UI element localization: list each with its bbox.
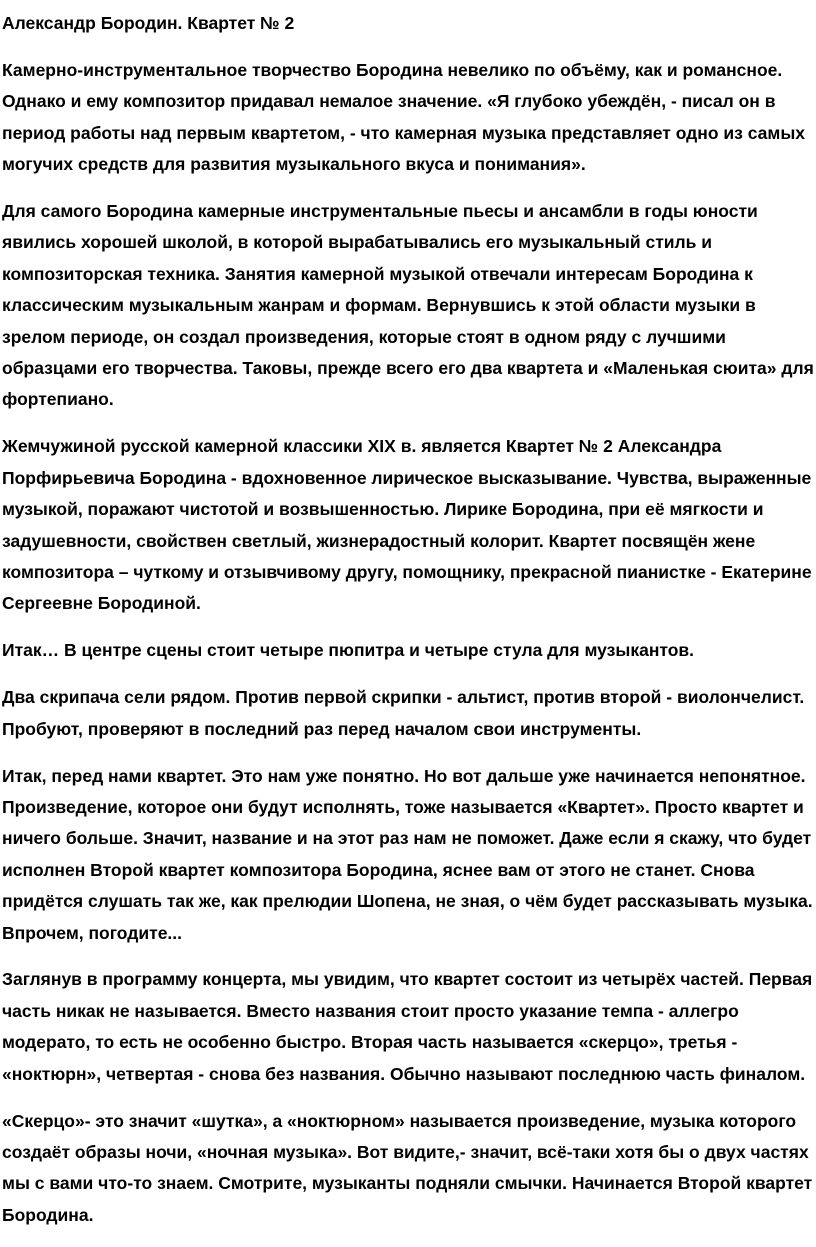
paragraph-5: Два скрипача сели рядом. Против первой скрипки - альтист, против второй - виолончелист. Пробуют, проверяют в последний раз перед началом свои инструменты. [2,687,805,739]
document-body [2,8,814,1247]
document-title: Александр Бородин. Квартет № 2 [2,13,295,33]
paragraph-4: Итак… В центре сцены стоит четыре пюпитра и четыре стула для музыкантов. [2,640,695,661]
paragraph-8: «Скерцо»- это значит «шутка», а «ноктюрном» называется произведение, музыка которого создаёт образы ночи, «ночная музыка». Вот видите,- значит, всё-таки хотя бы о двух частях мы с вами что-то знаем. Смотрите, музыканты подняли смычки. Начинается Второй квартет Бородина. [2,1110,813,1225]
paragraph-6: Итак, перед нами квартет. Это нам уже понятно. Но вот дальше уже начинается непонятное. Произведение, которое они будут исполнять, тоже называется «Квартет». Просто квартет и ничего больше. Значит, название и на этот раз нам не поможет. Даже если я скажу, что будет исполнен Второй квартет композитора Бородина, яснее вам от этого не станет. Снова придётся слушать так же, как прелюдии Шопена, не зная, о чём будет рассказывать музыка. Впрочем, погодите... [2,765,813,943]
paragraph-7: Заглянув в программу концерта, мы увидим, что квартет состоит из четырёх частей. Первая часть никак не называется. Вместо названия стоит просто указание темпа - аллегро модерато, то есть не особенно быстро. Вторая часть называется «скерцо», третья - «ноктюрн», четвертая - снова без названия. Обычно называют последнюю часть финалом. [2,969,813,1084]
paragraph-1: Камерно-инструментальное творчество Бородина невелико по объёму, как и романсное. Однако и ему композитор придавал немалое значение. «Я глубоко убеждён, - писал он в период работы над первым квартетом, - что камерная музыка представляет одно из самых могучих средств для развития музыкального вкуса и понимания». [2,59,806,175]
paragraph-2: Для самого Бородина камерные инструментальные пьесы и ансамбли в годы юности явились хорошей школой, в которой вырабатывались его музыкальный стиль и композиторская техника. Занятия камерной музыкой отвечали интересам Бородина к классическим музыкальным жанрам и формам. Вернувшись к этой области музыки в зрелом периоде, он создал произведения, которые стоят в одном ряду с лучшими образцами его творчества. Таковы, прежде всего его два квартета и «Маленькая сюита» для фортепиано. [2,201,814,410]
paragraph-3: Жемчужиной русской камерной классики XIX в. является Квартет № 2 Александра Порфирьевича Бородина - вдохновенное лирическое высказывание. Чувства, выраженные музыкой, поражают чистотой и возвышенностью. Лирике Бородина, при её мягкости и задушевности, свойствен светлый, жизнерадостный колорит. Квартет посвящён жене композитора – чуткому и отзывчивому другу, помощнику, прекрасной пианистке - Екатерине Сергеевне Бородиной. [2,436,812,614]
